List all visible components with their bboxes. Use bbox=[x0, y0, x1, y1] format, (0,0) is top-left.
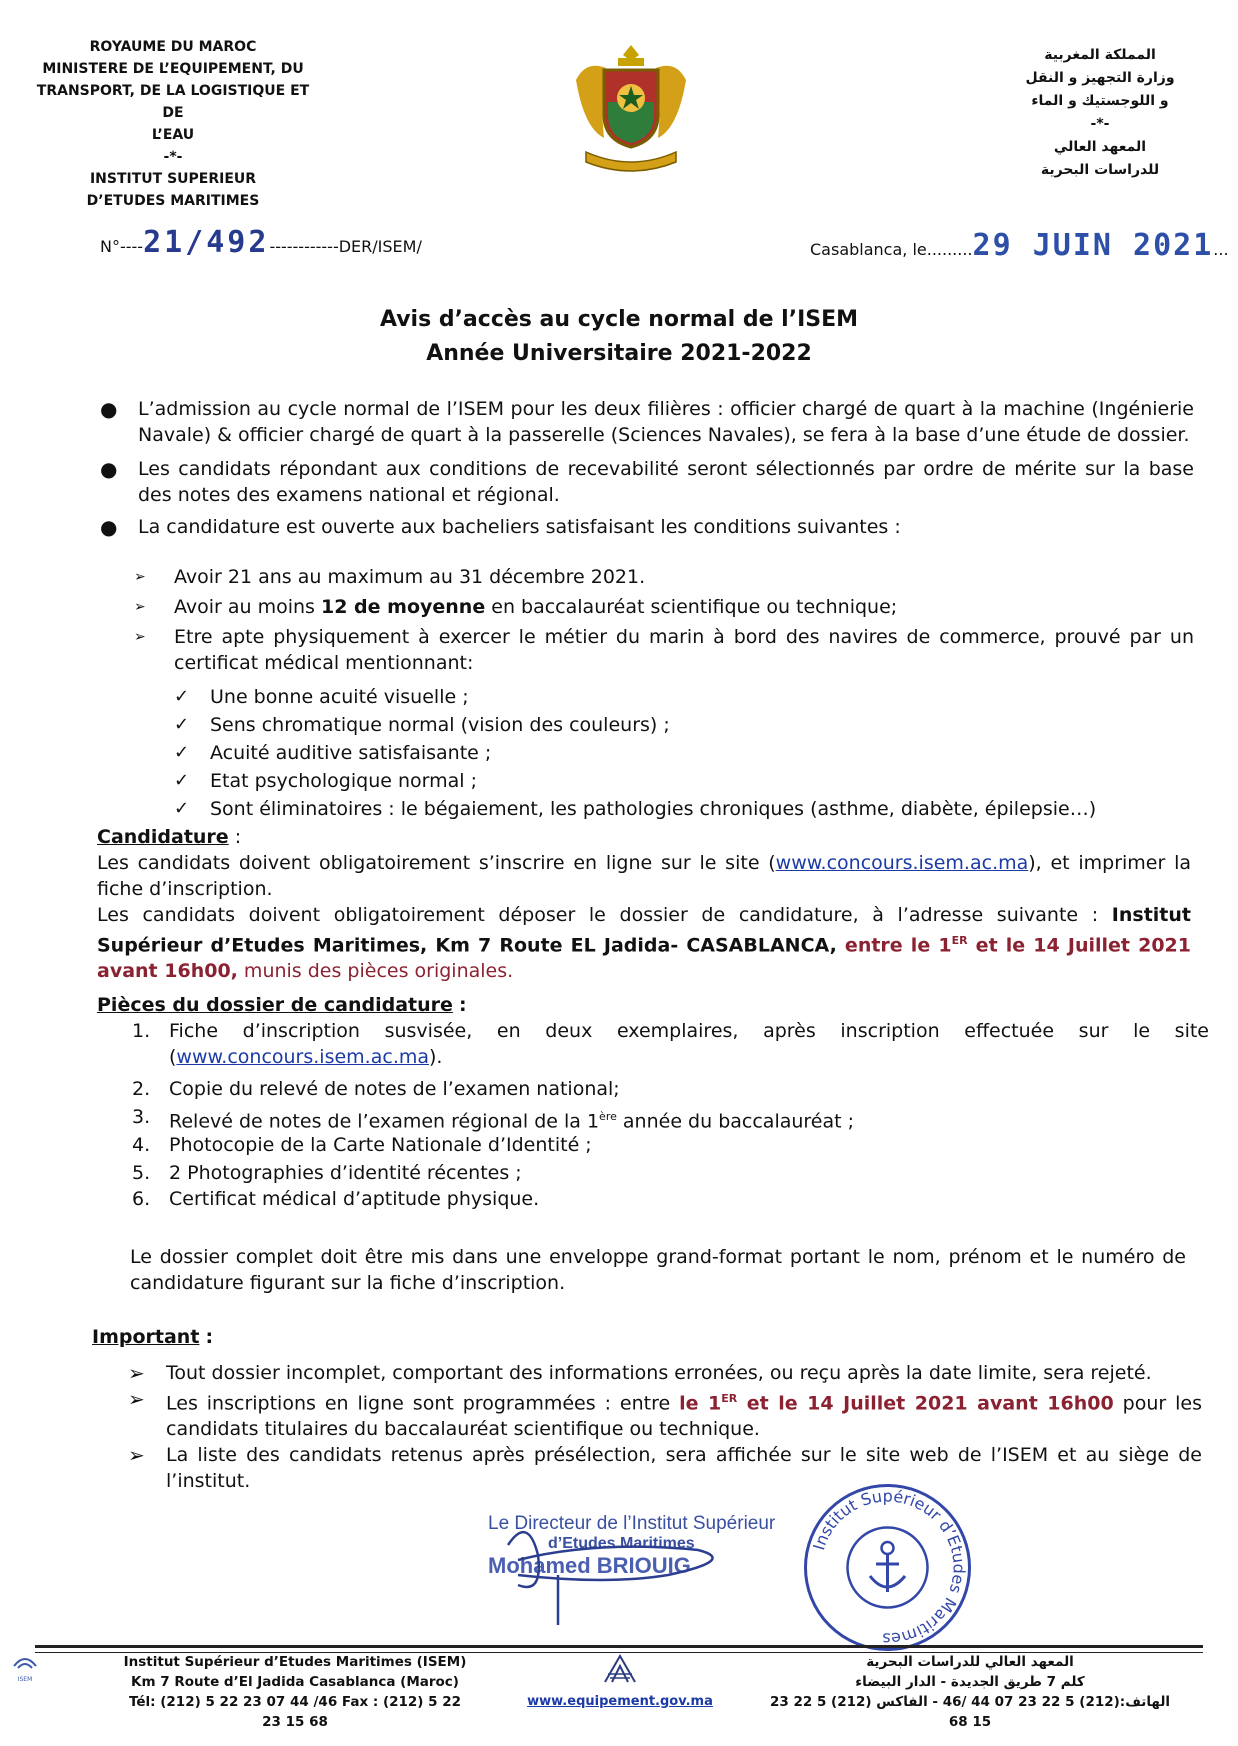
header-left-block bbox=[30, 36, 316, 212]
footer-line: المعهد العالي للدراسات البحرية bbox=[866, 1654, 1074, 1670]
text-part: Relevé de notes de l’examen régional de la 1 bbox=[169, 1110, 600, 1133]
medical-text: Une bonne acuité visuelle ; bbox=[210, 686, 469, 708]
pieces-item-text: 2 Photographies d’identité récentes ; bbox=[169, 1162, 522, 1184]
director-name: Mohamed BRIOUIG bbox=[488, 1553, 691, 1578]
originals-text: munis des pièces originales. bbox=[237, 960, 514, 983]
pieces-item-text bbox=[169, 1018, 1209, 1070]
list-number: 1. bbox=[132, 1020, 151, 1042]
important-text: La liste des candidats retenus après présélection, sera affichée sur le site web de l’ISEM et au siège de l’institut. bbox=[166, 1444, 1202, 1492]
condition-bold-part: 12 de moyenne bbox=[321, 596, 486, 618]
document-date: Casablanca, le.........29 JUIN 2021... bbox=[810, 228, 1229, 263]
condition-text: Avoir 21 ans au maximum au 31 décembre 2021. bbox=[174, 566, 646, 588]
bullet-text: L’admission au cycle normal de l’ISEM pour les deux filières : officier chargé de quart à la machine (Ingénierie Navale) & officier chargé de quart à la passerelle (Sciences Navales), se fera à la base d’une étude de dossier. bbox=[138, 398, 1194, 446]
condition-text-part: en baccalauréat scientifique ou technique; bbox=[485, 596, 898, 618]
header-right-line: للدراسات البحرية bbox=[1040, 162, 1160, 178]
important-text bbox=[166, 1386, 1202, 1442]
concours-website-link[interactable]: www.concours.isem.ac.ma bbox=[176, 1046, 430, 1068]
medical-text: Sont éliminatoires : le bégaiement, les pathologies chroniques (asthme, diabète, épilepsie…) bbox=[210, 798, 1097, 820]
header-left-line: D’ETUDES MARITIMES bbox=[86, 193, 260, 209]
text-part: ). bbox=[429, 1046, 443, 1068]
date-prefix: Casablanca, le bbox=[810, 240, 927, 259]
candidature-section: Candidature : Les candidats doivent obligatoirement s’inscrire en ligne sur le site (www.concours.isem.ac.ma), et imprimer la fiche d’inscription. Les candidats doivent obligatoirement déposer le dossier de candidature, à l’adresse suivante : Institut Supérieur d’Etudes Maritimes, Km 7 Route EL Jadida- CASABLANCA, entre le 1ER et le 14 Juillet 2021 avant 16h00, munis des pièces originales. bbox=[97, 826, 1191, 983]
pieces-item-text: Certificat médical d’aptitude physique. bbox=[169, 1188, 540, 1210]
pieces-item-text: Photocopie de la Carte Nationale d’Identité ; bbox=[169, 1134, 592, 1156]
medical-text: Acuité auditive satisfaisante ; bbox=[210, 742, 492, 764]
reference-number: N°----21/492------------DER/ISEM/ bbox=[100, 225, 422, 260]
checkmark-icon: ✓ bbox=[174, 742, 190, 763]
text-part: pour les candidats titulaires du baccalauréat scientifique ou technique. bbox=[166, 1392, 1203, 1441]
header-right-line: وزارة التجهيز و النقل bbox=[1025, 70, 1175, 86]
medical-text: Sens chromatique normal (vision des couleurs) ; bbox=[210, 714, 670, 736]
ministry-website-link[interactable]: www.equipement.gov.ma bbox=[527, 1694, 713, 1709]
address-text: Institut Supérieur d’Etudes Maritimes, Km 7 Route EL Jadida- CASABLANCA, bbox=[97, 904, 1191, 957]
deadline-text: entre le 1 bbox=[836, 934, 952, 957]
text-part: année du baccalauréat ; bbox=[616, 1110, 855, 1133]
ref-handwritten-number: 21/492 bbox=[143, 225, 270, 260]
ref-suffix: DER/ISEM/ bbox=[338, 237, 422, 256]
candidature-heading: Candidature bbox=[97, 826, 229, 848]
list-number: 3. bbox=[132, 1106, 151, 1128]
header-left-line: ROYAUME DU MAROC bbox=[89, 39, 257, 55]
arrow-right-icon: ➢ bbox=[134, 629, 146, 645]
ref-prefix: N° bbox=[100, 237, 120, 256]
arrow-right-icon: ➢ bbox=[134, 569, 146, 585]
pieces-closing-paragraph: Le dossier complet doit être mis dans une enveloppe grand-format portant le nom, prénom et le numéro de candidature figurant sur la fiche d’inscription. bbox=[130, 1246, 1186, 1294]
important-text: Tout dossier incomplet, comportant des informations erronées, ou reçu après la date limite, sera rejeté. bbox=[166, 1362, 1152, 1384]
deadline-text: et le 14 Juillet 2021 avant 16h00, bbox=[97, 934, 1191, 983]
important-heading: Important bbox=[92, 1326, 200, 1348]
isem-logo-label: ISEM bbox=[17, 1676, 33, 1683]
pieces-item-text: Copie du relevé de notes de l’examen national; bbox=[169, 1078, 620, 1100]
arrow-right-icon: ➢ bbox=[134, 599, 146, 615]
footer-line: Km 7 Route d’El Jadida Casablanca (Maroc) bbox=[131, 1674, 459, 1690]
bullet-dot-icon: ● bbox=[100, 457, 118, 481]
list-number: 4. bbox=[132, 1134, 151, 1156]
institute-seal-icon bbox=[800, 1480, 975, 1655]
director-signature-block bbox=[488, 1513, 778, 1579]
header-right-block bbox=[1000, 44, 1200, 182]
candidature-paragraph-1 bbox=[97, 850, 1191, 902]
checkmark-icon: ✓ bbox=[174, 770, 190, 791]
arrow-right-icon: ➢ bbox=[128, 1387, 145, 1411]
title-line-1: Avis d’accès au cycle normal de l’ISEM bbox=[379, 307, 859, 332]
important-heading-row: Important : bbox=[92, 1326, 214, 1348]
header-right-line: و اللوجستيك و الماء bbox=[1031, 93, 1169, 109]
footer-line: Institut Supérieur d’Etudes Maritimes (ISEM) bbox=[123, 1654, 467, 1670]
deadline-superscript: ER bbox=[951, 934, 968, 947]
list-number: 2. bbox=[132, 1078, 151, 1100]
header-right-line: المملكة المغربية bbox=[1044, 47, 1156, 63]
handwritten-signature-icon bbox=[478, 1505, 778, 1625]
footer-address-arabic bbox=[760, 1652, 1180, 1732]
list-number: 6. bbox=[132, 1188, 151, 1210]
date-stamp: 29 JUIN 2021 bbox=[972, 228, 1214, 263]
deadline-text: et le 14 Juillet 2021 avant 16h00 bbox=[737, 1392, 1114, 1415]
header-left-line: TRANSPORT, DE LA LOGISTIQUE ET DE bbox=[36, 83, 310, 121]
header-left-line: -*- bbox=[163, 149, 183, 165]
candidature-paragraph-2 bbox=[97, 902, 1191, 984]
concours-website-link[interactable]: www.concours.isem.ac.ma bbox=[775, 852, 1029, 874]
moroccan-coat-of-arms-icon bbox=[556, 40, 706, 175]
checkmark-icon: ✓ bbox=[174, 798, 190, 819]
bullet-dot-icon: ● bbox=[100, 515, 118, 539]
text-part: Les inscriptions en ligne sont programmées : entre bbox=[166, 1392, 680, 1415]
signature-line-1: Le Directeur de l’Institut Supérieur bbox=[488, 1513, 776, 1534]
footer-website-block bbox=[520, 1652, 720, 1709]
pieces-item-text bbox=[169, 1104, 1169, 1134]
text-part: Les candidats doivent obligatoirement déposer le dossier de candidature, à l’adresse suivante : bbox=[97, 904, 1112, 926]
text-part: ), et imprimer la fiche d’inscription. bbox=[97, 852, 1191, 900]
document-title bbox=[0, 303, 1238, 371]
header-left-line: L’EAU bbox=[151, 127, 195, 143]
header-right-line: المعهد العالي bbox=[1053, 139, 1147, 155]
header-right-line: -*- bbox=[1090, 116, 1110, 132]
list-number: 5. bbox=[132, 1162, 151, 1184]
header-left-line: INSTITUT SUPERIEUR bbox=[89, 171, 257, 187]
footer-line: الهاتف:(212) 5 22 23 07 44 /46 - الفاكس (212) 5 22 23 15 68 bbox=[769, 1694, 1171, 1730]
pieces-heading: Pièces du dossier de candidature bbox=[97, 994, 453, 1016]
bullet-text: La candidature est ouverte aux bacheliers satisfaisant les conditions suivantes : bbox=[138, 516, 901, 538]
condition-text: Etre apte physiquement à exercer le métier du marin à bord des navires de commerce, prouvé par un certificat médical mentionnant: bbox=[174, 626, 1194, 674]
checkmark-icon: ✓ bbox=[174, 686, 190, 707]
deadline-superscript: ER bbox=[721, 1392, 738, 1405]
deadline-text: le 1 bbox=[679, 1392, 722, 1415]
condition-text bbox=[174, 594, 1194, 620]
seal-text: Institut Supérieur d’Etudes Maritimes bbox=[809, 1486, 969, 1649]
text-part: Les candidats doivent obligatoirement s’inscrire en ligne sur le site ( bbox=[97, 852, 776, 874]
medical-text: Etat psychologique normal ; bbox=[210, 770, 477, 792]
header-left-line: MINISTERE DE L’EQUIPEMENT, DU bbox=[42, 61, 304, 77]
arrow-right-icon: ➢ bbox=[128, 1443, 145, 1467]
ministry-logo-icon bbox=[600, 1652, 640, 1686]
footer-line: كلم 7 طريق الجديدة - الدار البيضاء bbox=[855, 1674, 1085, 1690]
isem-logo-icon bbox=[10, 1654, 40, 1683]
text-part: Fiche d’inscription susvisée, en deux exemplaires, après inscription effectuée sur le site ( bbox=[169, 1020, 1209, 1068]
checkmark-icon: ✓ bbox=[174, 714, 190, 735]
footer-address-french bbox=[120, 1652, 470, 1732]
condition-text-part: Avoir au moins bbox=[174, 596, 321, 618]
arrow-right-icon: ➢ bbox=[128, 1361, 145, 1385]
bullet-text: Les candidats répondant aux conditions de recevabilité seront sélectionnés par ordre de mérite sur la base des notes des examens national et régional. bbox=[138, 458, 1194, 506]
superscript: ère bbox=[599, 1110, 617, 1123]
signature-line-2: d’Etudes Maritimes bbox=[548, 1535, 695, 1552]
title-line-2: Année Universitaire 2021-2022 bbox=[426, 341, 812, 366]
footer-line: Tél: (212) 5 22 23 07 44 /46 Fax : (212) 5 22 23 15 68 bbox=[128, 1694, 462, 1730]
pieces-heading-row: Pièces du dossier de candidature : bbox=[97, 994, 467, 1016]
bullet-dot-icon: ● bbox=[100, 397, 118, 421]
